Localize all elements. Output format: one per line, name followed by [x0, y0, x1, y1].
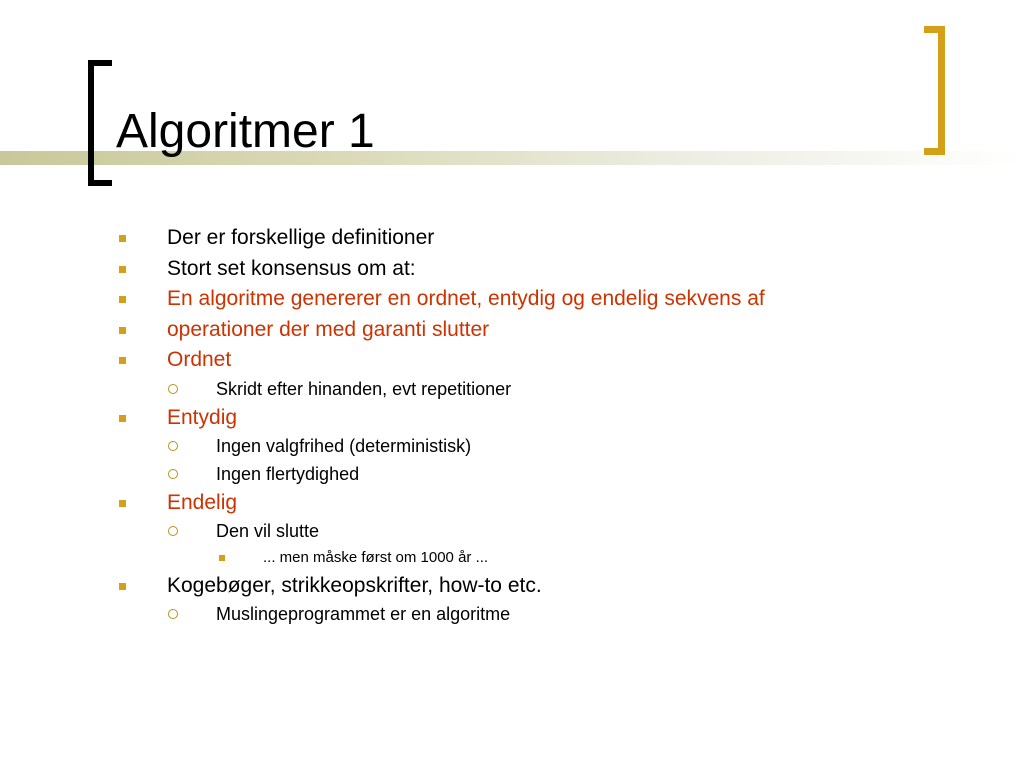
square-bullet-icon	[119, 357, 126, 364]
square-bullet-icon	[119, 266, 126, 273]
bullet-text-level-2: Skridt efter hinanden, evt repetitioner	[216, 379, 512, 399]
slide-title: Algoritmer 1	[116, 105, 375, 158]
bullet-text-level-1: En algoritme genererer en ordnet, entydig og endelig sekvens af	[167, 287, 765, 310]
bullet-text-level-1: Entydig	[167, 406, 238, 429]
square-bullet-icon	[119, 235, 126, 242]
square-bullet-icon	[119, 415, 126, 422]
circle-bullet-icon	[168, 469, 178, 479]
circle-bullet-icon	[168, 526, 178, 536]
circle-bullet-icon	[168, 384, 178, 394]
bullet-text-level-2: Ingen flertydighed	[216, 464, 360, 484]
bullet-text-level-1: Stort set konsensus om at:	[167, 257, 416, 280]
bullet-text-level-2: Den vil slutte	[216, 521, 320, 541]
bullet-text-level-2: Muslingeprogrammet er en algoritme	[216, 604, 511, 624]
square-bullet-icon	[219, 555, 225, 561]
bullet-text-level-2: Ingen valgfrihed (deterministisk)	[216, 436, 472, 456]
bullet-text-level-1: Endelig	[167, 491, 238, 514]
bullet-text-level-1: Ordnet	[167, 348, 232, 371]
bullet-text-level-1: Der er forskellige definitioner	[167, 226, 435, 249]
bullet-text-level-1: Kogebøger, strikkeopskrifter, how-to etc.	[167, 574, 542, 597]
square-bullet-icon	[119, 500, 126, 507]
square-bullet-icon	[119, 327, 126, 334]
bullet-text-level-1: operationer der med garanti slutter	[167, 318, 490, 341]
circle-bullet-icon	[168, 609, 178, 619]
square-bullet-icon	[119, 583, 126, 590]
square-bullet-icon	[119, 296, 126, 303]
circle-bullet-icon	[168, 441, 178, 451]
bullet-text-level-3: ... men måske først om 1000 år ...	[263, 549, 489, 566]
